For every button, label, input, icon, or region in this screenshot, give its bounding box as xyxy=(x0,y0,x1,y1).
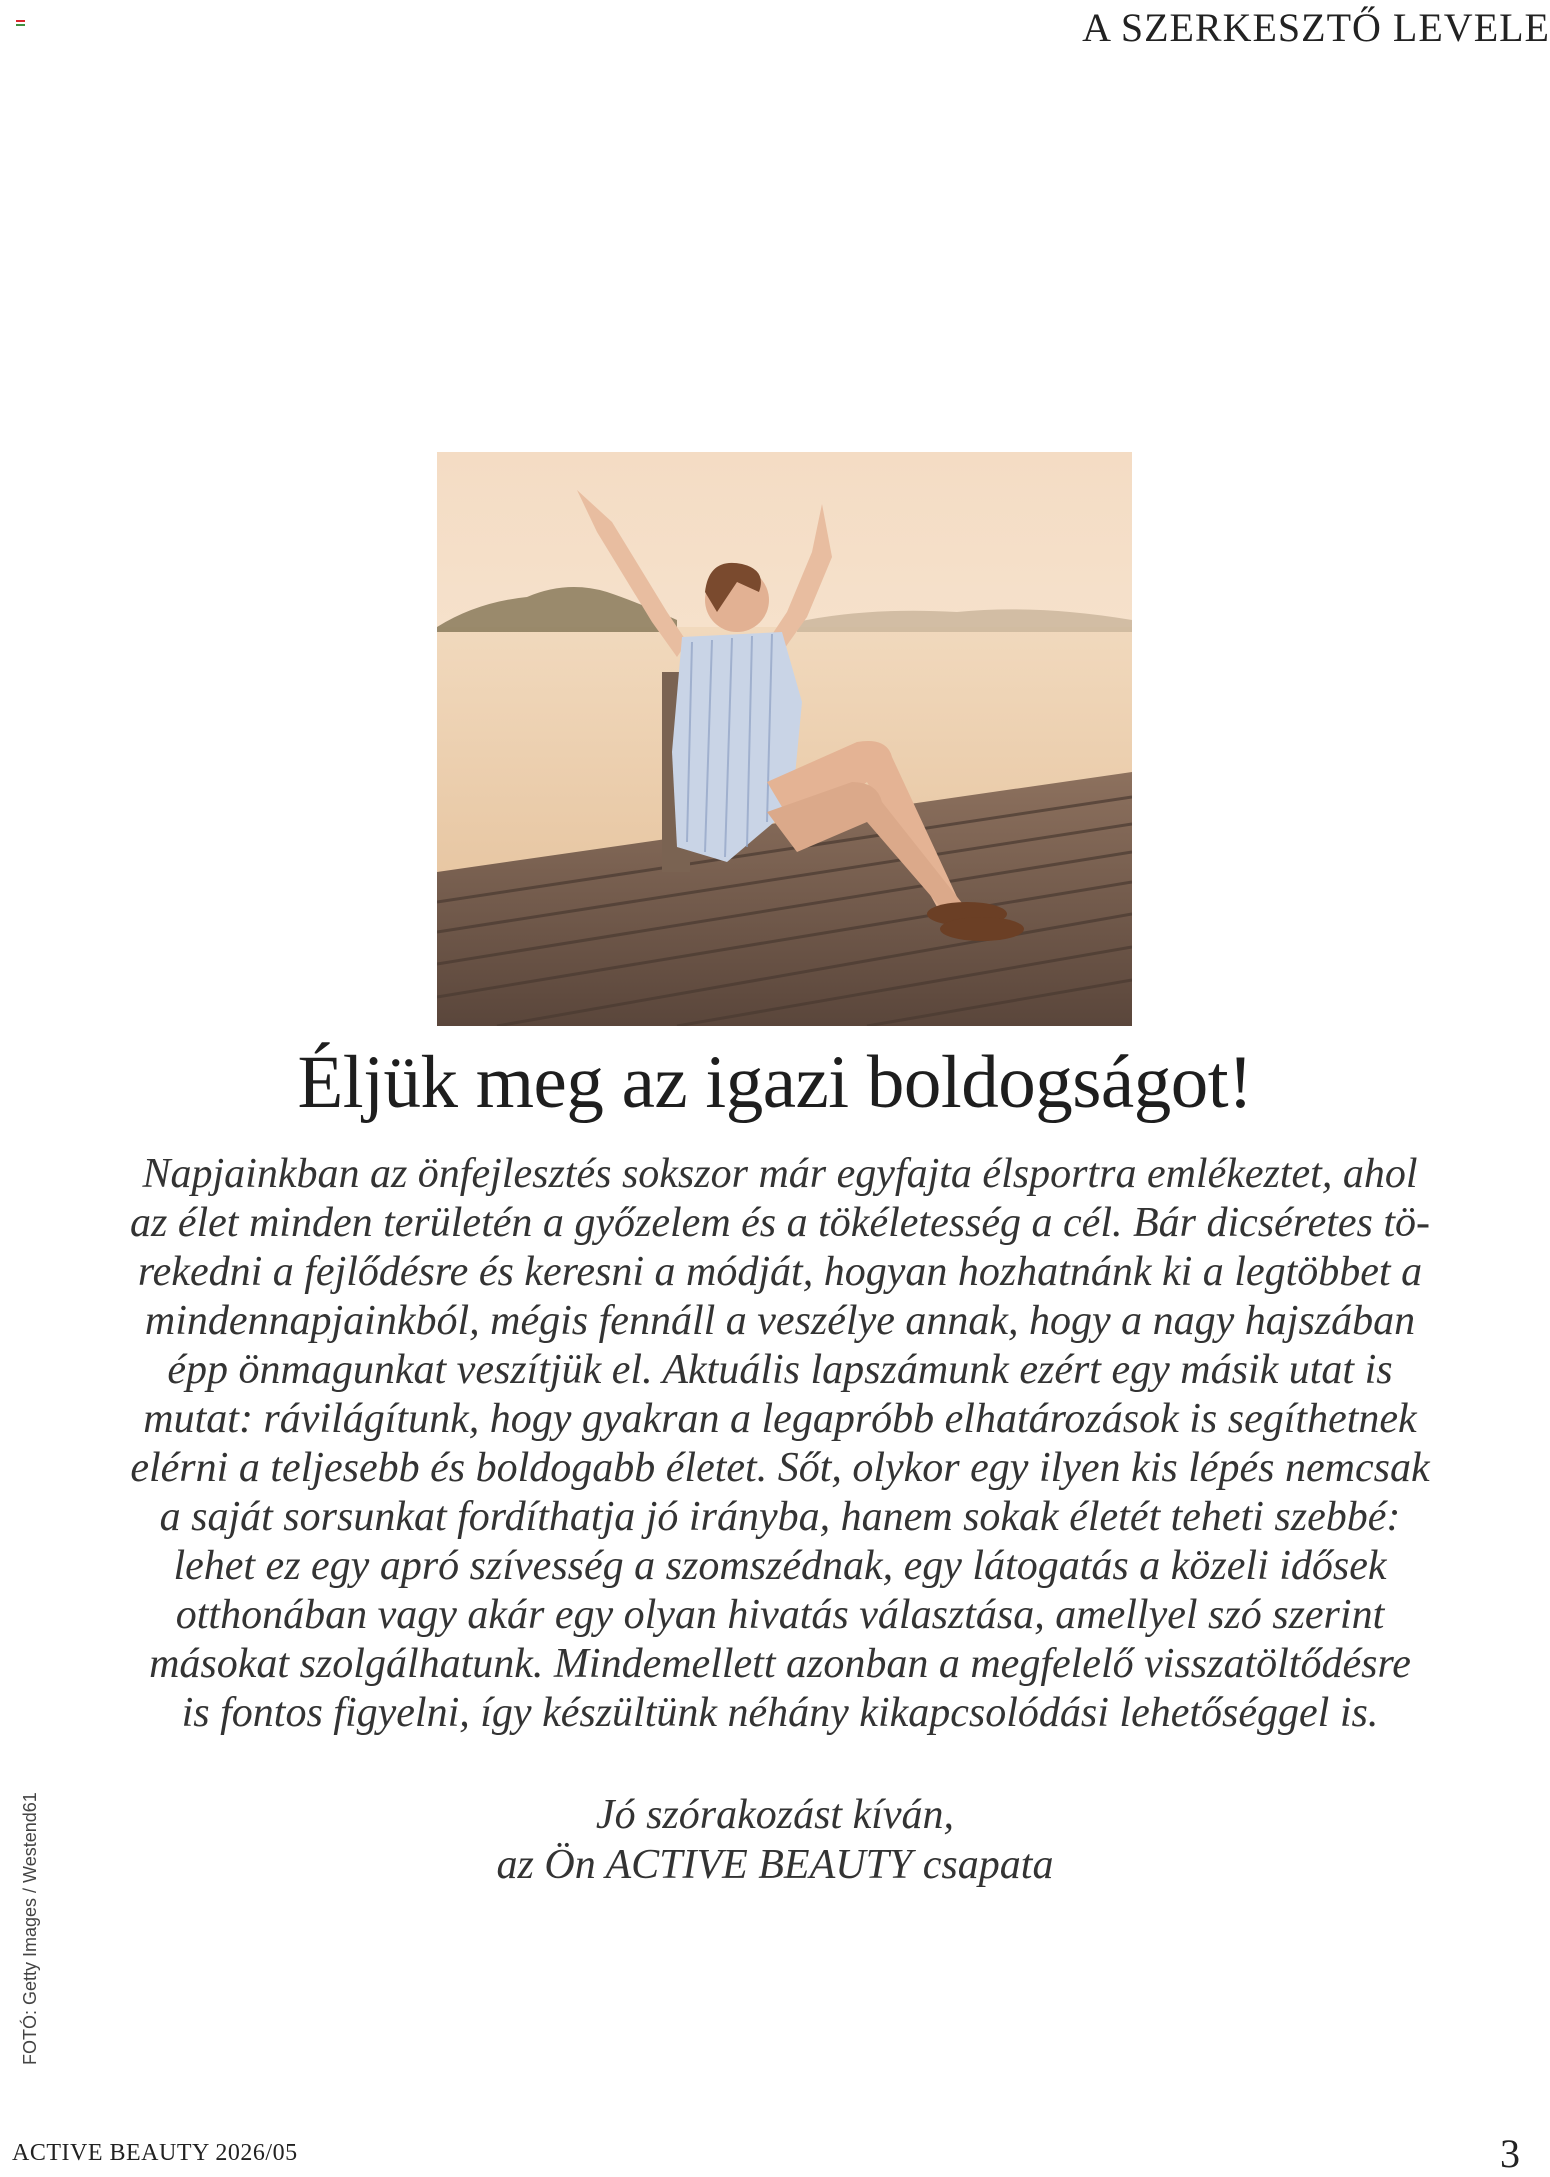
body-line: otthonában vagy akár egy olyan hivatás választása, amellyel szó szerint xyxy=(175,1592,1385,1638)
body-line: mindennapjainkból, mégis fennáll a veszélye annak, hogy a nagy hajszában xyxy=(144,1298,1416,1344)
body-line: az élet minden területén a győzelem és a tökéletesség a cél. Bár dicséretes tö- xyxy=(130,1200,1431,1246)
article-body xyxy=(130,1150,1430,1738)
section-title: A SZERKESZTŐ LEVELE xyxy=(1082,5,1550,50)
body-line: a saját sorsunkat fordíthatja jó irányba, hanem sokak életét teheti szebbé: xyxy=(159,1494,1401,1540)
body-line: másokat szolgálhatunk. Mindemellett azonban a megfelelő visszatöltődésre xyxy=(149,1641,1411,1687)
body-line: mutat: rávilágítunk, hogy gyakran a legapróbb elhatározások is segíthetnek xyxy=(143,1396,1417,1442)
woman-on-pier-illustration xyxy=(437,452,1132,1026)
signoff-greeting: Jó szórakozást kíván, xyxy=(595,1792,955,1838)
photo-credit: FOTÓ: Getty Images / Westend61 xyxy=(20,1792,40,2065)
hungarian-flag-icon xyxy=(16,20,25,26)
article-headline: Éljük meg az igazi boldogságot! xyxy=(297,1041,1253,1124)
body-line: Napjainkban az önfejlesztés sokszor már egyfajta élsportra emlékeztet, ahol xyxy=(142,1151,1418,1197)
signoff xyxy=(0,1790,1550,1890)
signoff-team: az Ön ACTIVE BEAUTY csapata xyxy=(496,1842,1054,1888)
article-photo xyxy=(437,452,1132,1026)
body-line: is fontos figyelni, így készültünk néhány kikapcsolódási lehetőséggel is. xyxy=(181,1690,1379,1736)
body-line: rekedni a fejlődésre és keresni a módját, hogyan hozhatnánk ki a legtöbbet a xyxy=(137,1249,1423,1295)
body-line: elérni a teljesebb és boldogabb életet. Sőt, olykor egy ilyen kis lépés nemcsak xyxy=(130,1445,1430,1491)
body-line: lehet ez egy apró szívesség a szomszédnak, egy látogatás a közeli idősek xyxy=(173,1543,1387,1589)
page-number: 3 xyxy=(1500,2131,1520,2176)
magazine-issue: ACTIVE BEAUTY 2026/05 xyxy=(12,2140,298,2166)
body-line: épp önmagunkat veszítjük el. Aktuális lapszámunk ezért egy másik utat is xyxy=(167,1347,1393,1393)
